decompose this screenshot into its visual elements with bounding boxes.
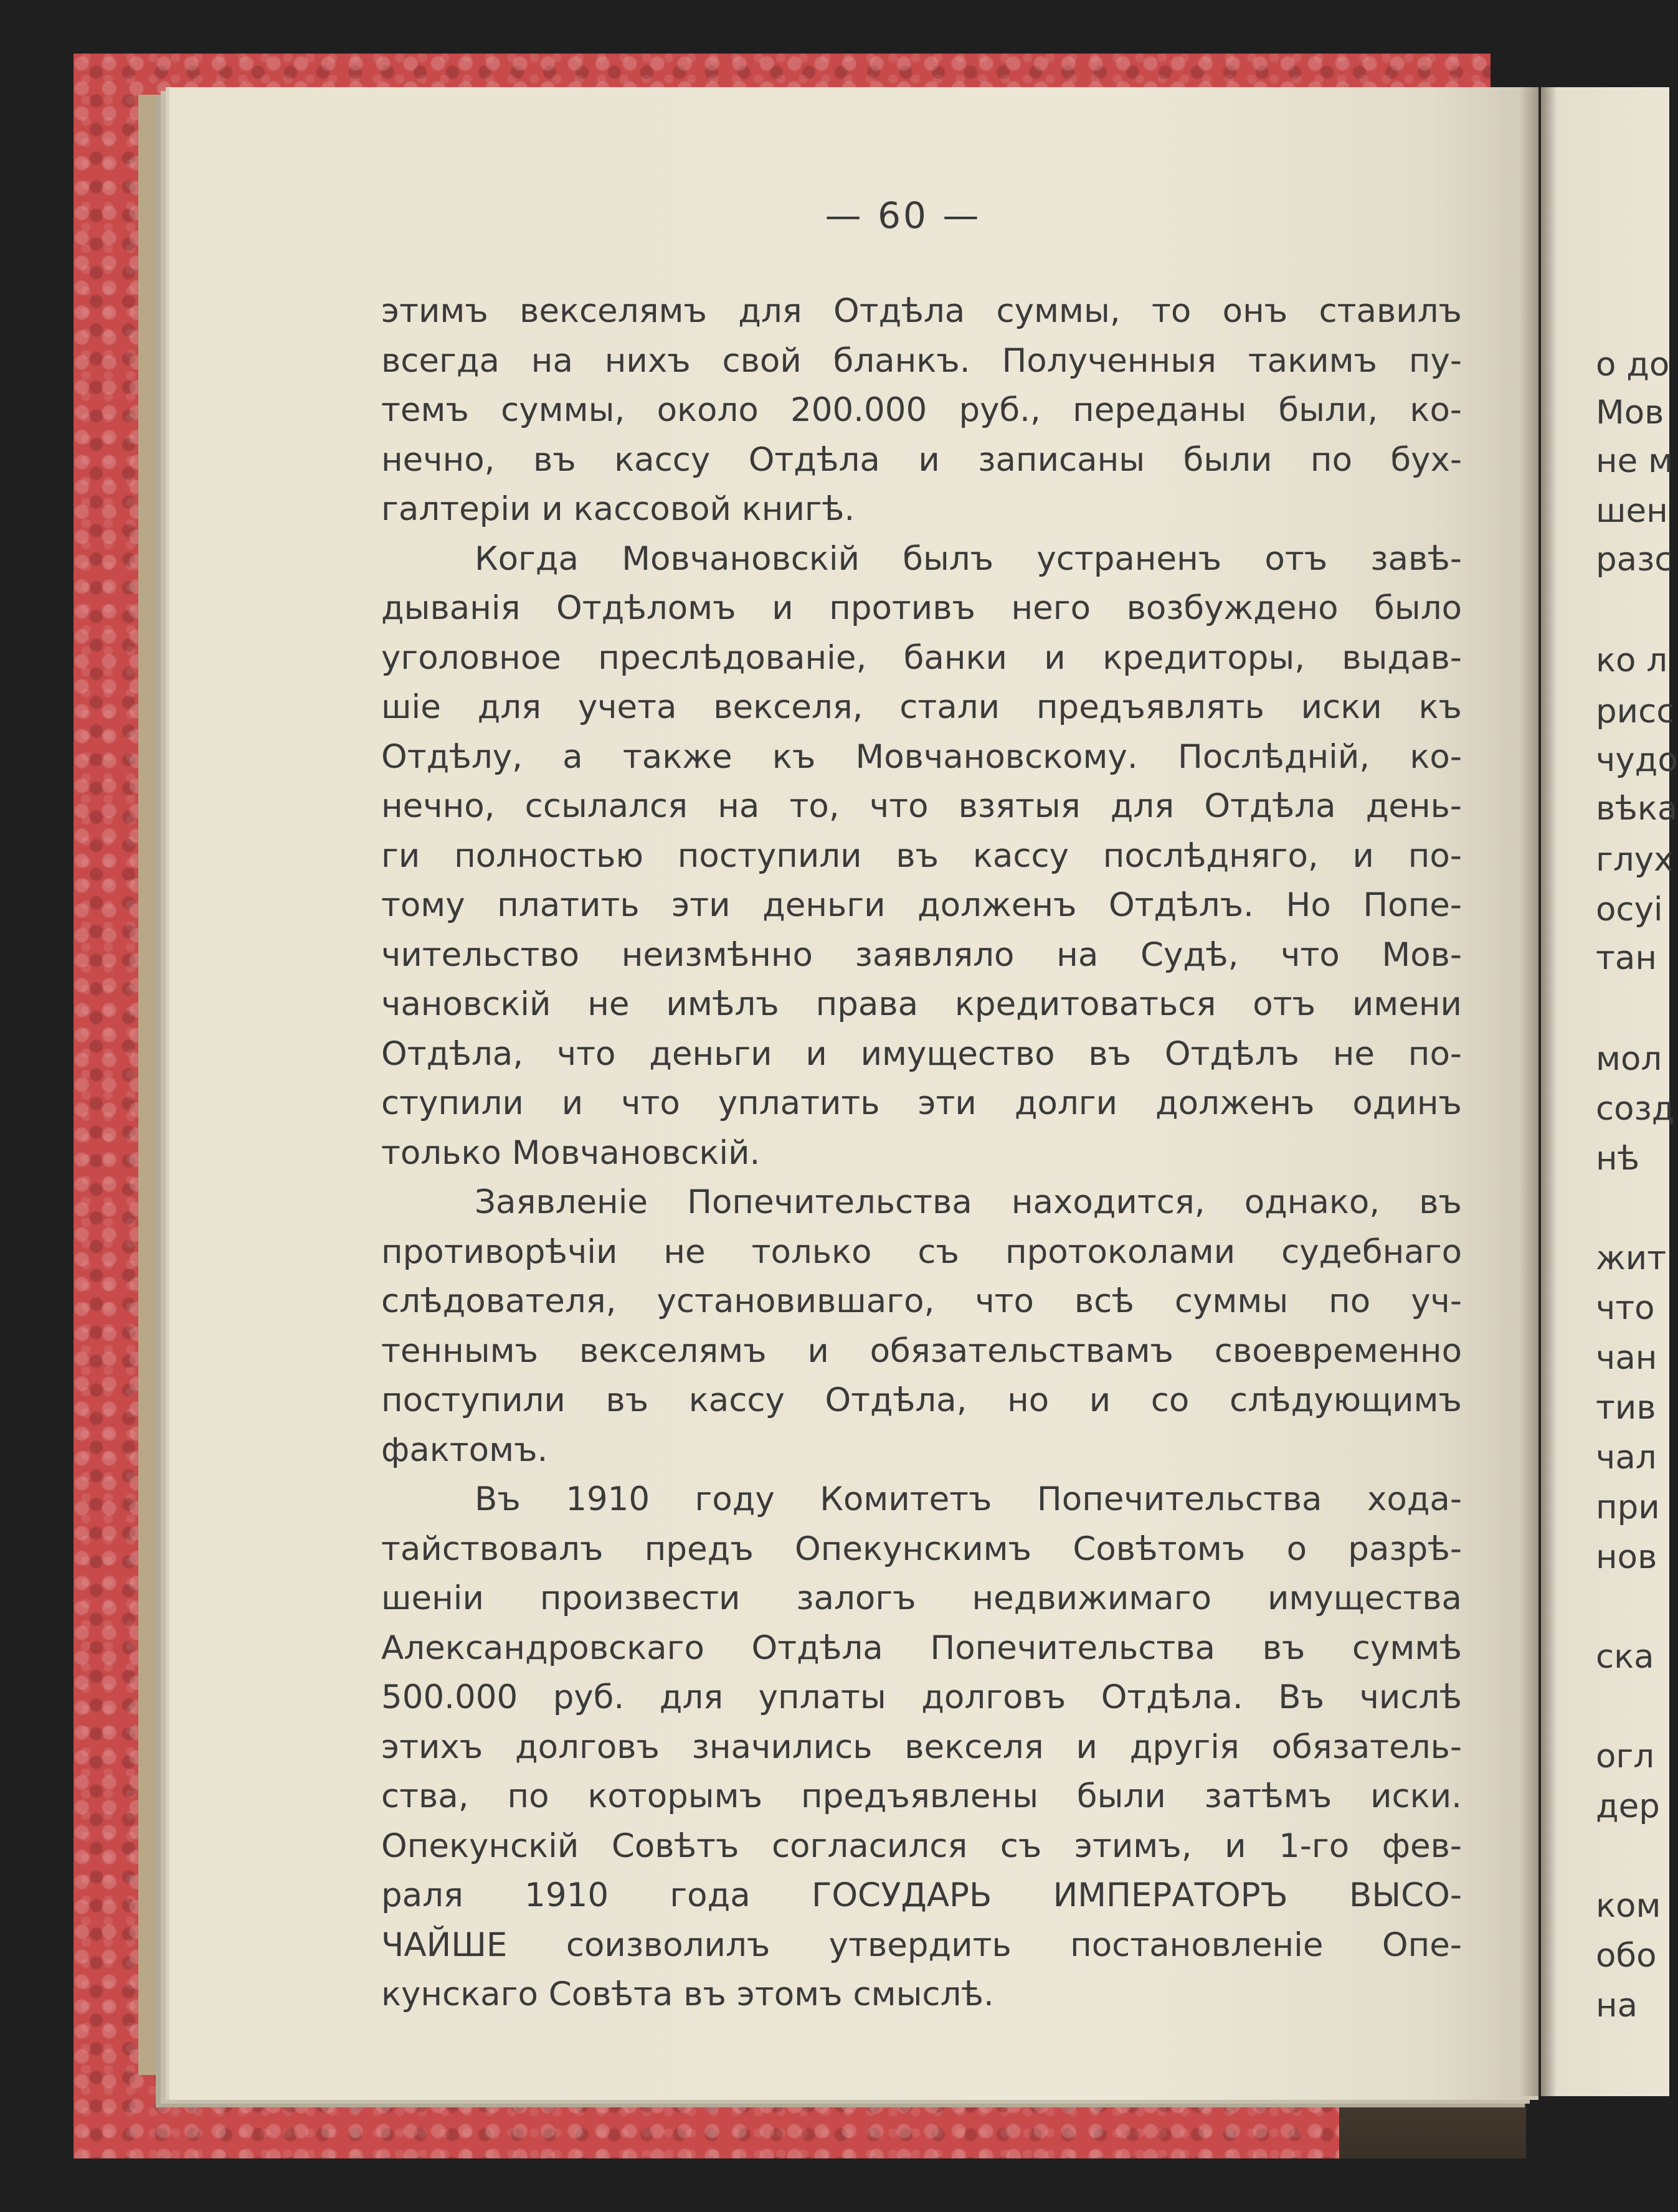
text-line: нечно, ссылался на то, что взятыя для Отдѣла день-	[381, 787, 1462, 825]
paragraph	[381, 286, 1462, 534]
facing-page-line: нов	[1596, 1538, 1657, 1576]
text-line: дыванія Отдѣломъ и противъ него возбуждено было	[381, 589, 1462, 627]
facing-page-line: при	[1596, 1488, 1660, 1526]
text-line: тому платить эти деньги долженъ Отдѣлъ. Но Попе-	[381, 886, 1462, 924]
text-line: шеніи произвести залогъ недвижимаго имущества	[381, 1579, 1462, 1617]
facing-page-line: чал	[1596, 1439, 1657, 1477]
text-line: темъ суммы, около 200.000 руб., переданы были, ко-	[381, 391, 1462, 429]
facing-page-line: созд	[1596, 1090, 1675, 1128]
text-line: нечно, въ кассу Отдѣла и записаны были по бух-	[381, 440, 1462, 479]
text-line: шіе для учета векселя, стали предъявлять иски къ	[381, 688, 1462, 726]
text-line: кунскаго Совѣта въ этомъ смыслѣ.	[381, 1975, 994, 2013]
text-line: противорѣчіи не только съ протоколами судебнаго	[381, 1232, 1462, 1271]
facing-page-line: дер	[1596, 1787, 1660, 1825]
page-gutter	[1520, 87, 1557, 2096]
text-line: галтеріи и кассовой книгѣ.	[381, 490, 855, 528]
text-line: Отдѣлу, а также къ Мовчановскому. Послѣдній, ко-	[381, 737, 1462, 776]
facing-page-line: ска	[1596, 1638, 1654, 1676]
facing-page-line: огл	[1596, 1737, 1655, 1775]
text-line: Въ 1910 году Комитетъ Попечительства хода-	[475, 1480, 1462, 1518]
text-line: ЧАЙШЕ соизволилъ утвердить постановленіе Опе-	[381, 1926, 1462, 1964]
body-text	[381, 286, 1462, 2020]
text-line: ступили и что уплатить эти долги долженъ одинъ	[381, 1084, 1462, 1122]
facing-page-line: Мов	[1596, 394, 1664, 432]
text-line: только Мовчановскій.	[381, 1133, 761, 1172]
facing-page-line: вѣка	[1596, 790, 1678, 828]
facing-page-line: ком	[1596, 1887, 1661, 1925]
text-line: чановскій не имѣлъ права кредитоваться отъ имени	[381, 985, 1462, 1023]
facing-page-line: обо	[1596, 1937, 1657, 1975]
facing-page-line: мол	[1596, 1040, 1662, 1078]
text-line: Отдѣла, что деньги и имущество въ Отдѣлъ не по-	[381, 1034, 1462, 1073]
paragraph	[381, 534, 1462, 1178]
facing-page-line: жит	[1596, 1239, 1667, 1277]
text-line: раля 1910 года ГОСУДАРЬ ИМПЕРАТОРЪ ВЫСО-	[381, 1876, 1462, 1914]
paragraph	[381, 1475, 1462, 2020]
facing-page-line: что	[1596, 1289, 1655, 1327]
facing-page-line: рисс	[1596, 692, 1675, 730]
text-line: теннымъ векселямъ и обязательствамъ своевременно	[381, 1331, 1462, 1370]
paragraph	[381, 1178, 1462, 1475]
text-line: ства, по которымъ предъявлены были затѣмъ иски.	[381, 1777, 1462, 1815]
page-number: — 60 —	[825, 194, 982, 237]
text-line: уголовное преслѣдованіе, банки и кредиторы, выдав-	[381, 638, 1462, 677]
facing-page-line: глух	[1596, 841, 1674, 879]
facing-page-line: чудо	[1596, 741, 1678, 779]
facing-page-line: тив	[1596, 1389, 1656, 1427]
facing-page-line: на	[1596, 1987, 1638, 2025]
text-line: этихъ долговъ значились векселя и другія обязатель-	[381, 1728, 1462, 1766]
text-line: 500.000 руб. для уплаты долговъ Отдѣла. Въ числѣ	[381, 1678, 1462, 1716]
facing-page-line: нѣ	[1596, 1140, 1640, 1178]
text-line: Опекунскій Совѣтъ согласился съ этимъ, и 1-го фев-	[381, 1827, 1462, 1865]
facing-page-line: чан	[1596, 1339, 1657, 1377]
text-line: этимъ векселямъ для Отдѣла суммы, то онъ ставилъ	[381, 292, 1462, 330]
text-line: тайствовалъ предъ Опекунскимъ Совѣтомъ о разрѣ-	[381, 1529, 1462, 1568]
facing-page-line: ко л	[1596, 641, 1668, 679]
text-line: Когда Мовчановскій былъ устраненъ отъ завѣ-	[475, 539, 1462, 578]
text-line: ги полностью поступили въ кассу послѣдняго, и по-	[381, 836, 1462, 875]
text-line: всегда на нихъ свой бланкъ. Полученныя такимъ пу-	[381, 341, 1462, 380]
text-line: чительство неизмѣнно заявляло на Судѣ, что Мов-	[381, 935, 1462, 974]
facing-page-line: тан	[1596, 939, 1657, 977]
facing-page-line: не м	[1596, 442, 1674, 480]
facing-page-line: осуі	[1596, 891, 1663, 929]
text-line: Александровскаго Отдѣла Попечительства въ суммѣ	[381, 1628, 1462, 1667]
facing-page-line: шен	[1596, 492, 1668, 530]
text-line: Заявленіе Попечительства находится, однако, въ	[475, 1183, 1462, 1221]
facing-page-line: разс	[1596, 541, 1673, 579]
text-line: фактомъ.	[381, 1430, 548, 1469]
facing-page-line: о до	[1596, 346, 1670, 384]
text-line: слѣдователя, установившаго, что всѣ суммы по уч-	[381, 1282, 1462, 1320]
text-line: поступили въ кассу Отдѣла, но и со слѣдующимъ	[381, 1381, 1462, 1419]
